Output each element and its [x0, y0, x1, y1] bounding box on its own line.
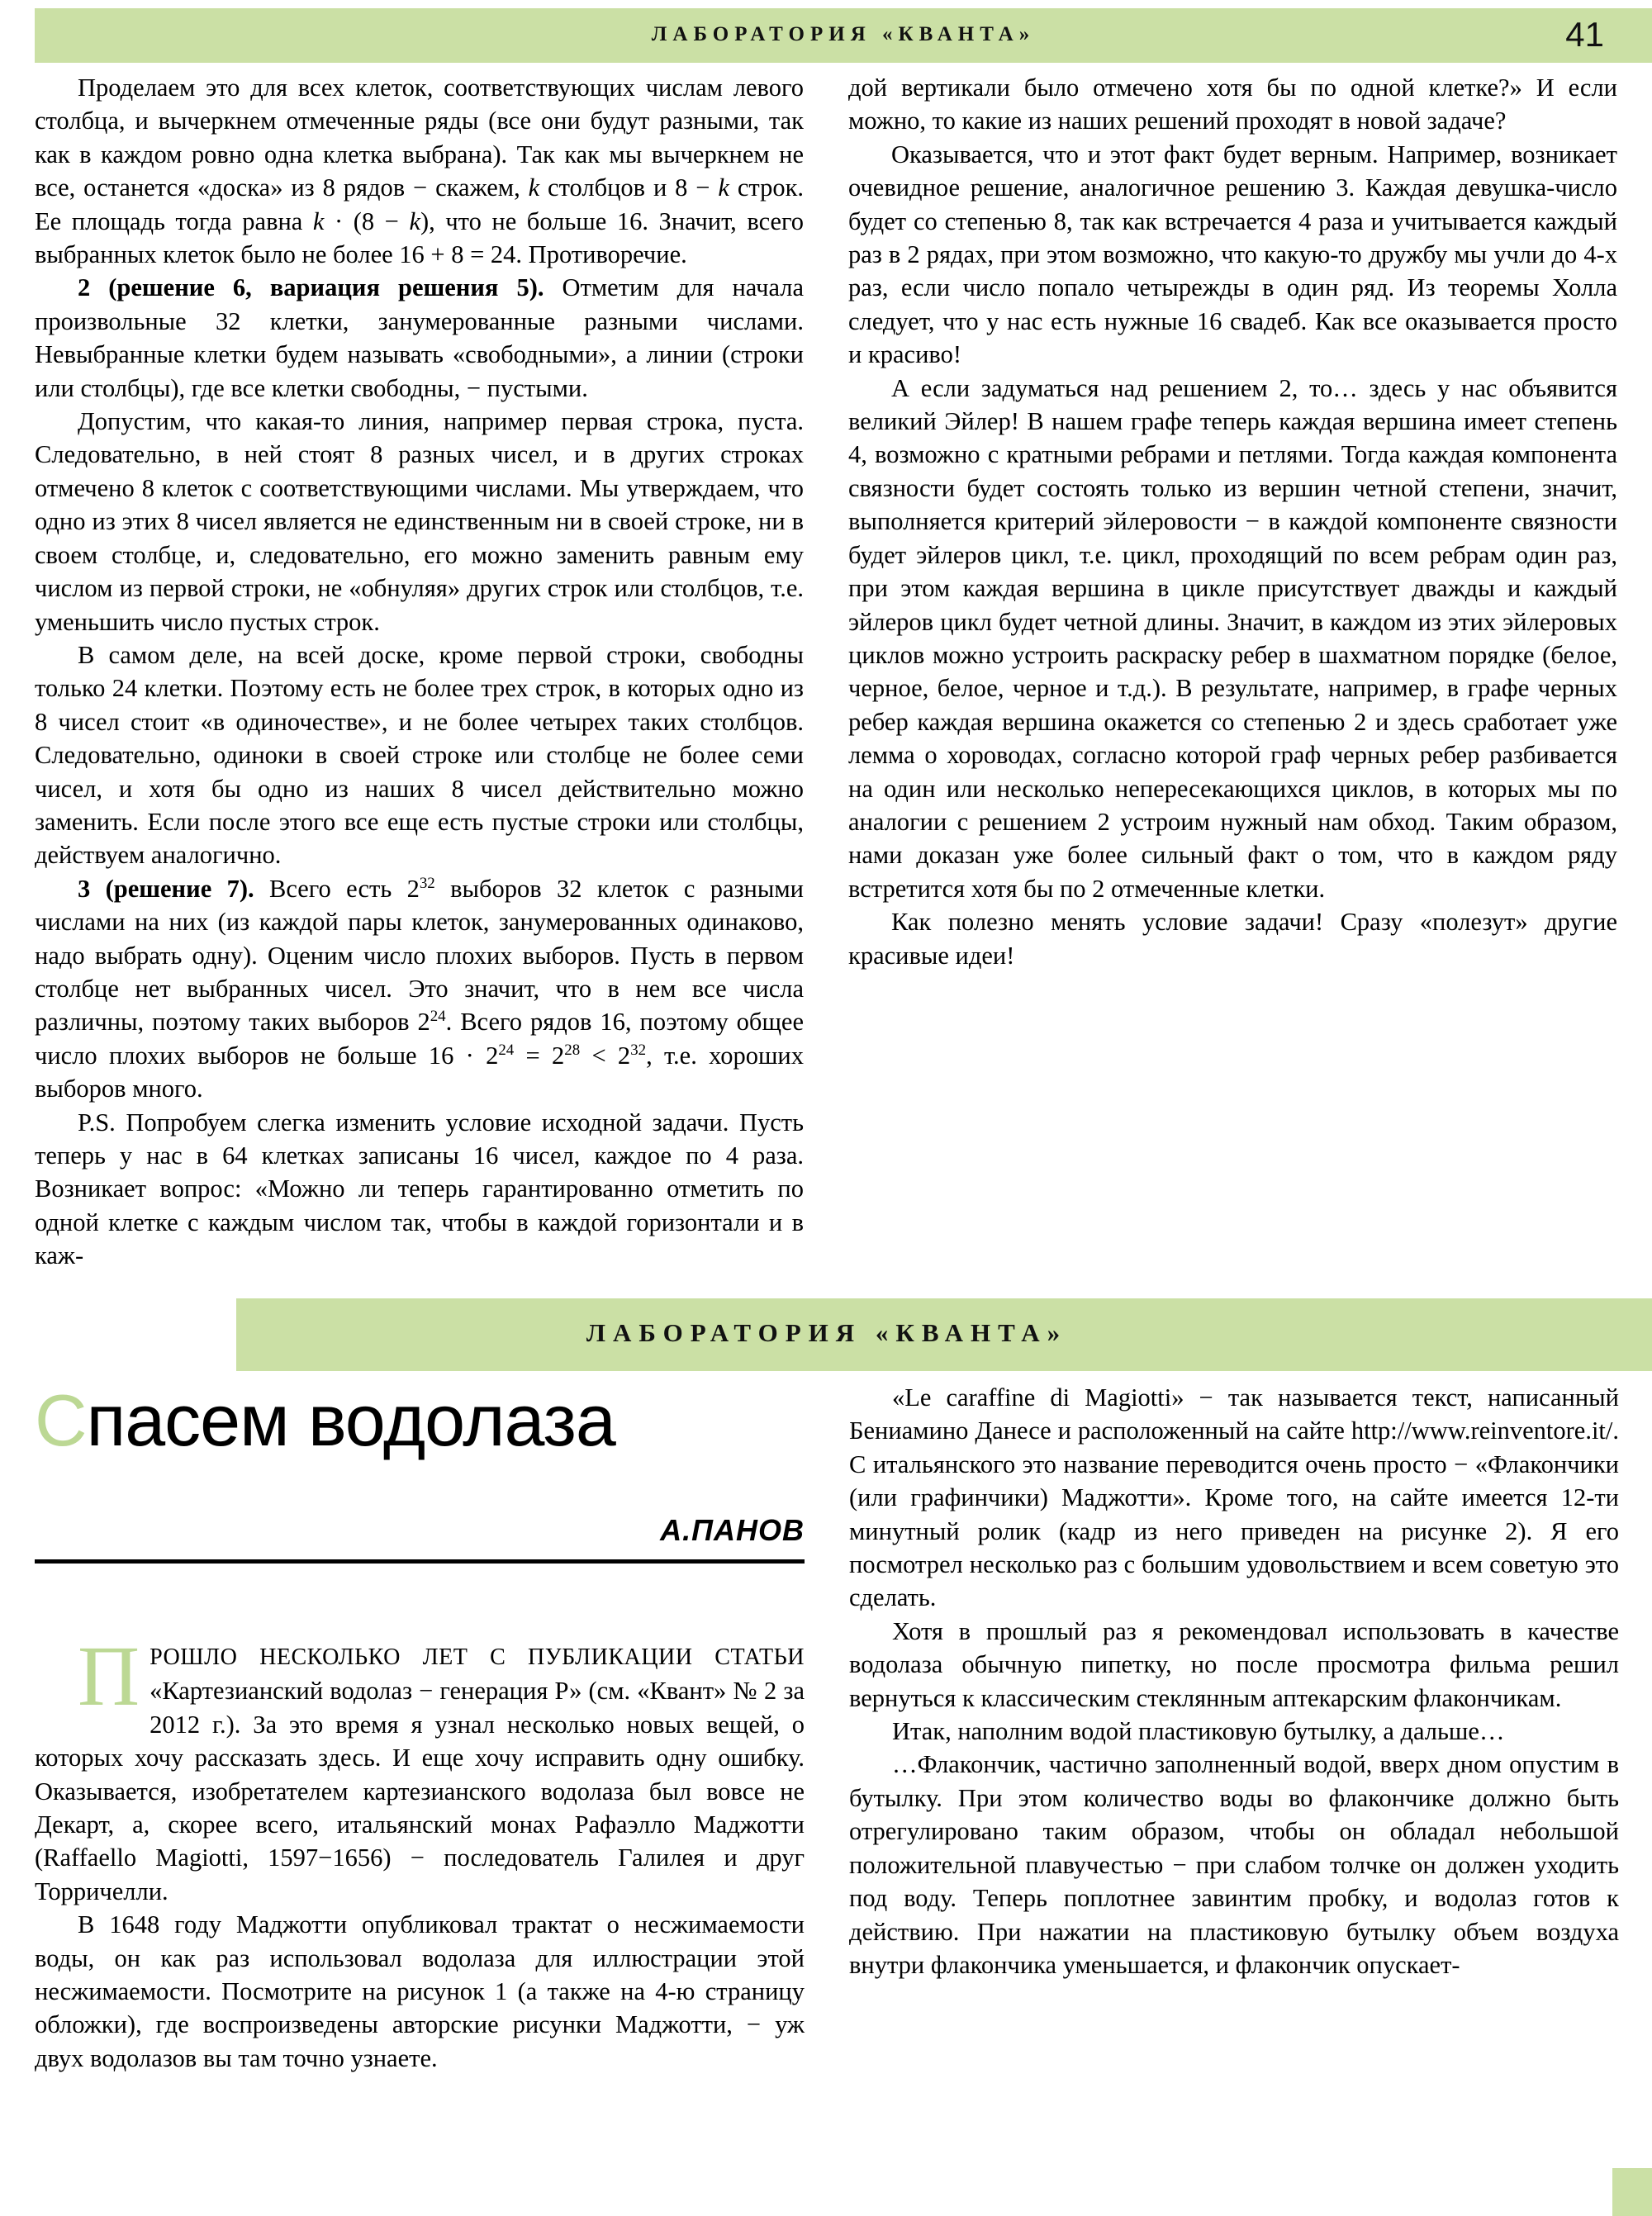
paragraph: …Флакончик, частично заполненный водой, вверх дном опустим в бутылку. При этом количество воды во флакончике должно быть отрегулировано таким образом, чтобы он обладал небольшой положительной плавучестью − при слабом толчке он должен уходить под воду. Теперь поплотнее завинтим пробку, и водолаз готов к действию. При нажатии на пластиковую бутылку объем воздуха внутри флакончика уменьшается, и флакончик опускает- — [849, 1750, 1619, 1979]
top-article-right-column — [848, 71, 1617, 1273]
paragraph: Итак, наполним водой пластиковую бутылку, а дальше… — [892, 1717, 1505, 1746]
paragraph: P.S. Попробуем слегка изменить условие исходной задачи. Пусть теперь у нас в 64 клетках записаны 16 чисел, каждое по 4 раза. Возникает вопрос: «Можно ли теперь гарантированно отметить по одной клетке с каждым числом так, чтобы в каждой горизонтали и в каж- — [35, 1108, 804, 1270]
paragraph: «Le caraffine di Magiotti» − так называется текст, написанный Бениамино Данесе и расположенный на сайте http://www.reinventore.it/. С итальянского это название переводится очень просто − «Флакончики (или графинчики) Маджотти». Кроме того, на сайте имеется 12-ти минутный ролик (кадр из него приведен на рисунке 2). Я его посмотрел несколько раз с большим удовольствием и всем советую это сделать. — [849, 1383, 1619, 1612]
article-title-rest: пасем водолаза — [86, 1379, 615, 1461]
author-divider — [35, 1559, 805, 1564]
corner-accent-mark — [1612, 2168, 1652, 2216]
paragraph: дой вертикали было отмечено хотя бы по одной клетке?» И если можно, то какие из наших решений проходят в новой задаче? — [848, 74, 1617, 135]
lead-smallcaps: РОШЛО НЕСКОЛЬКО ЛЕТ С ПУБЛИКАЦИИ СТАТЬИ — [150, 1644, 805, 1670]
paragraph: Оказывается, что и этот факт будет верным. Например, возникает очевидное решение, аналогичное решению 3. Каждая девушка-число будет со степенью 8, так как встречается 4 раза и учитывается каждый раз в 2 рядах, при этом возможно, что какую-то дружбу мы учли до 4-х раз, если число попало четырежды в один ряд. Из теоремы Холла следует, что у нас есть нужные 16 свадеб. Как все оказывается просто и красиво! — [848, 140, 1617, 369]
paragraph: 2 (решение 6, вариация решения 5). Отметим для начала произвольные 32 клетки, занумерованные разными числами. Невыбранные клетки будем называть «свободными», а линии (строки или столбцы), где все клетки свободны, − пустыми. — [35, 273, 805, 402]
article-title — [35, 1381, 805, 1460]
paragraph: Хотя в прошлый раз я рекомендовал использовать в качестве водолаза обычную пипетку, но после просмотра фильма решил вернуться к классическим стеклянным аптекарским флакончикам. — [849, 1616, 1619, 1712]
top-article-left-column — [35, 71, 804, 1273]
paragraph: В самом деле, на всей доске, кроме первой строки, свободны только 24 клетки. Поэтому есть не более трех строк, в которых одно из 8 чисел стоит «в одиночестве», и не более четырех таких столбцов. Следовательно, одиноки в своей строке или столбце не более семи чисел, и хотя бы одно из наших 8 чисел действительно можно заменить. Если после этого все еще есть пустые строки или столбцы, действуем аналогично. — [35, 640, 804, 870]
lead-paragraph — [35, 1629, 805, 1908]
paragraph: 3 (решение 7). Всего есть $2^{32}$ выборов 32 клеток с разными числами на них (из каждой пары клеток, занумерованных одинаково, надо выбрать одну). Оценим число плохих выборов. Пусть в первом столбце нет выбранных чисел. Это значит, что в нем все числа различны, поэтому таких выборов $2^{24}$. Всего рядов 16, поэтому общее число плохих выборов не больше $16 \cdot 2^{24} = 2^{28} < 2^{32}$, т.е. хороших выборов много. — [35, 874, 805, 1103]
top-article-columns — [35, 71, 1617, 1273]
page-header-title: ЛАБОРАТОРИЯ «КВАНТА» — [651, 23, 1036, 45]
paragraph: Допустим, что какая-то линия, например первая строка, пуста. Следовательно, в ней стоят 8 разных чисел, и в других строках отмечено 8 клеток с соответствующими числами. Мы утверждаем, что одно из этих 8 чисел является не единственным ни в своей строке, ни в своем столбце, и, следовательно, его можно заменить равным ему числом из первой строки, не «обнуляя» других строк или столбцов, т.е. уменьшить число пустых строк. — [35, 407, 804, 636]
article-header — [35, 1381, 805, 1570]
page-header-band — [35, 8, 1652, 63]
paragraph: В 1648 году Маджотти опубликовал трактат о несжимаемости воды, он как раз использовал водолаза для иллюстрации этой несжимаемости. Посмотрите на рисунок 1 (а также на 4-ю страницу обложки), где воспроизведены авторские рисунки Маджотти, − уж двух водолазов вы там точно узнаете. — [35, 1910, 805, 2072]
paragraph: А если задуматься над решением 2, то… здесь у нас объявится великий Эйлер! В нашем графе теперь каждая вершина имеет степень 4, возможно с кратными ребрами и петлями. Тогда каждая компонента связности будет состоять только из вершин четной степени, значит, выполняется критерий эйлеровости − в каждой компоненте связности будет эйлеров цикл, т.е. цикл, проходящий по всем ребрам один раз, при этом каждая вершина в цикле присутствует дважды и каждый эйлеров цикл будет четной длины. Значит, в каждом из этих эйлеровых циклов можно устроить раскраску ребер в шахматном порядке (белое, черное, белое, черное и т.д.). В результате, например, в графе черных ребер каждая вершина окажется со степенью 2 и здесь сработает уже лемма о хороводах, согласно которой граф черных ребер разбивается на один или несколько непересекающихся циклов, в которых мы по аналогии с решением 2 устроим нужный нам обход. Таким образом, нами доказан уже более сильный факт о том, что в каждом ряду встретится хотя бы по 2 отмеченные клетки. — [848, 373, 1617, 903]
lead-paragraph-body: «Картезианский водолаз − генерация Р» (см. «Квант» № 2 за 2012 г.). За это время я узнал несколько новых вещей, о которых хочу рассказать здесь. И еще хочу исправить одну ошибку. Оказывается, изобретателем картезианского водолаза был вовсе не Декарт, а, скорее всего, итальянский монах Рафаэлло Маджотти (Raffaello Magiotti, 1597−1656) − последователь Галилея и друг Торричелли. — [35, 1677, 805, 1905]
lower-article-left-column — [35, 1629, 805, 2075]
article-title-initial: С — [35, 1379, 87, 1461]
drop-cap: П — [78, 1629, 140, 1724]
section-banner-title: ЛАБОРАТОРИЯ «КВАНТА» — [586, 1318, 1068, 1347]
page-number: 41 — [1565, 15, 1604, 54]
article-author: А.ПАНОВ — [660, 1513, 805, 1547]
section-banner — [236, 1298, 1652, 1371]
lower-article-right-column — [849, 1381, 1619, 1981]
paragraph: Как полезно менять условие задачи! Сразу «полезут» другие красивые идеи! — [848, 908, 1617, 970]
paragraph: Проделаем это для всех клеток, соответствующих числам левого столбца, и вычеркнем отмеченные ряды (все они будут разными, так как в каждом ровно одна клетка выбрана). Так как мы вычеркнем не все, останется «доска» из 8 рядов − скажем, k столбцов и 8 − k строк. Ее площадь тогда равна k · (8 − k), что не больше 16. Значит, всего выбранных клеток было не более 16 + 8 = 24. Противоречие. — [35, 74, 805, 269]
